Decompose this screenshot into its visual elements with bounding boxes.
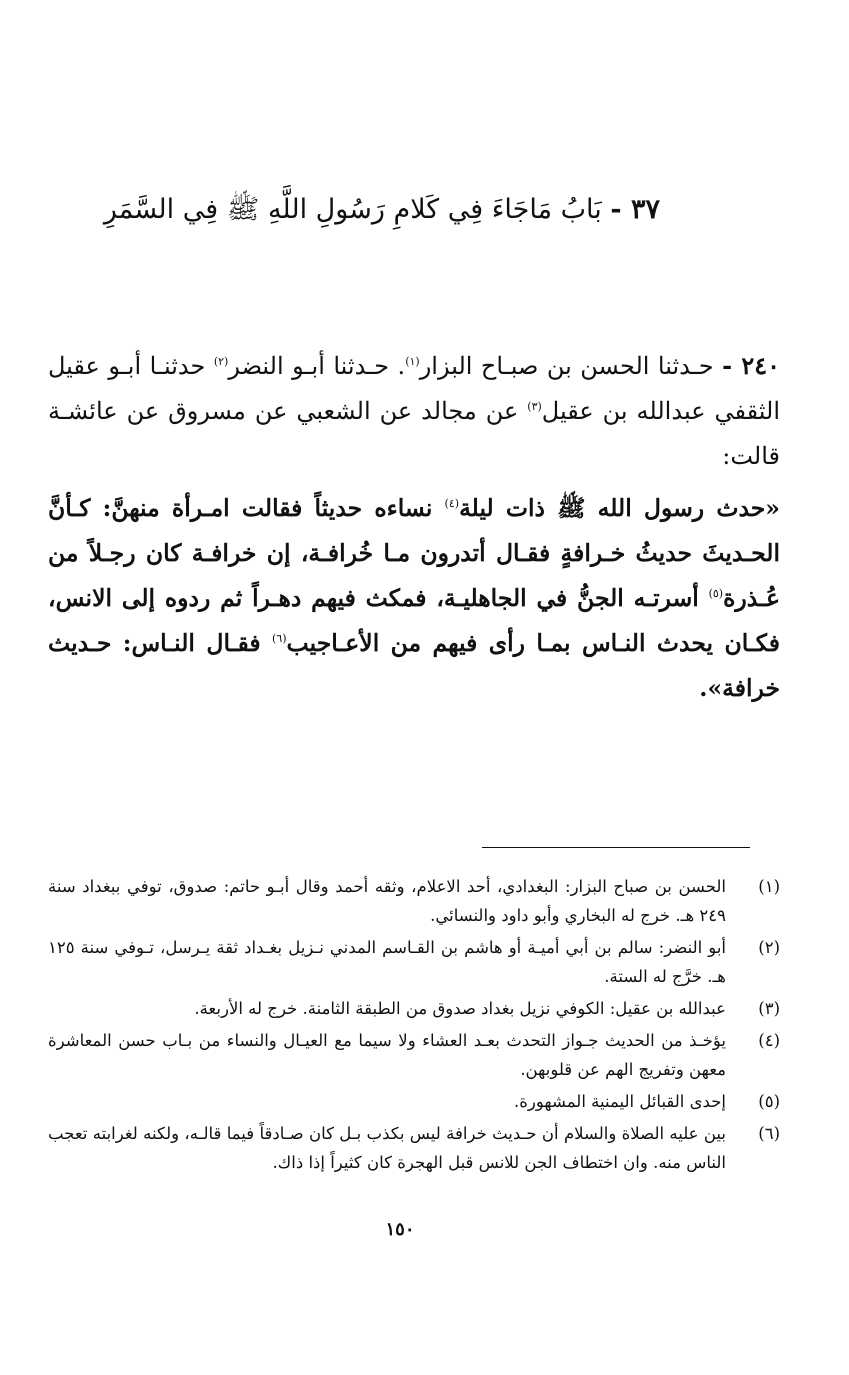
hadith-text (48, 486, 780, 711)
hadith-text-3: أسرتـه الجنُّ في الجاهليـة، فمكث فيهم دهـراً ثم ردوه إلى الانس، فكـان يحدث النـاس بمـا رأى فيهم من الأعـاجيب (48, 584, 780, 657)
footnote-ref-2: (٢) (213, 355, 229, 368)
footnote-item (48, 1119, 780, 1177)
footnote-number: (٣) (758, 999, 780, 1018)
footnote-ref-1: (١) (405, 355, 420, 368)
hadith-number: ٢٤٠ - (722, 351, 780, 380)
footnote-text: إحدى القبائل اليمنية المشهورة. (514, 1092, 726, 1111)
footnote-ref-4: (٤) (444, 497, 460, 511)
chain-text-3: حدثنـا أبـو عقيل الثقفي عبدالله بن عقيل (48, 352, 780, 425)
chapter-title: بَابُ مَاجَاءَ فِي كَلامِ رَسُولِ اللَّهِ ﷺ فِي السَّمَرِ (103, 194, 602, 225)
footnote-text: بين عليه الصلاة والسلام أن حـديث خرافة ليس بكذب بـل كان صـادقاً فيما قالـه، ولكنه لغرابته تعجب الناس منه. وان اختطاف الجن للانس قبل الهجرة كان كثيراً إذا ذاك. (48, 1124, 726, 1172)
chain-text-2: . حـدثنا أبـو النضر (228, 352, 406, 380)
footnote-item (48, 933, 780, 991)
footnote-item (48, 1087, 780, 1116)
page-number: ١٥٠ (385, 1219, 415, 1240)
footnote-text: الحسن بن صباح البزار: البغدادي، أحد الاعلام، وثقه أحمد وقال أبـو حاتم: صدوق، توفي ببغداد سنة ٢٤٩ هـ. خرج له البخاري وأبو داود والنسائي. (48, 877, 726, 925)
footnotes (48, 872, 780, 1180)
footnote-item (48, 994, 780, 1023)
chain-text-4: عن مجالد عن الشعبي عن مسروق عن عائشـة قالت: (48, 397, 780, 470)
footnote-text: يؤخـذ من الحديث جـواز التحدث بعـد العشاء ولا سيما مع العيـال والنساء من بـاب حسن المعاشرة معهن وتفريج الهم عن قلوبهن. (48, 1031, 726, 1079)
footnote-item (48, 1026, 780, 1084)
footnote-ref-5: (٥) (708, 587, 724, 601)
chapter-heading (103, 190, 660, 230)
hadith-text-4: فقـال النـاس: حـديث خرافة». (48, 629, 780, 702)
footnote-number: (٥) (758, 1092, 780, 1111)
hadith-chain (48, 343, 780, 479)
footnote-item (48, 872, 780, 930)
footnote-text: أبو النضر: سالم بن أبي أميـة أو هاشم بن القـاسم المدني نـزيل بغـداد ثقة يـرسل، تـوفي سنة ١٢٥ هـ. خرَّج له الستة. (48, 938, 726, 986)
chain-text-1: حـدثنا الحسن بن صبـاح البزار (419, 352, 714, 380)
hadith-text-1: «حدث رسول الله ﷺ ذات ليلة (459, 494, 780, 522)
footnote-number: (٢) (758, 938, 780, 957)
footnote-ref-6: (٦) (272, 632, 287, 646)
footnote-ref-3: (٣) (527, 400, 542, 413)
hadith-text-2: نساءه حديثاً فقالت امـرأة منهنَّ: كـأنَّ الحـديثَ حديثُ خـرافةٍ فقـال أتدرون مـا خُرافـة، إن خرافـة كان رجـلاً من عُـذرة (48, 494, 780, 612)
footnote-number: (٦) (758, 1124, 780, 1143)
footnote-text: عبدالله بن عقيل: الكوفي نزيل بغداد صدوق من الطبقة الثامنة. خرج له الأربعة. (194, 999, 726, 1018)
footnote-divider (482, 847, 750, 848)
chapter-number: ٣٧ - (610, 194, 660, 225)
footnote-number: (١) (758, 877, 780, 896)
footnote-number: (٤) (758, 1031, 780, 1050)
